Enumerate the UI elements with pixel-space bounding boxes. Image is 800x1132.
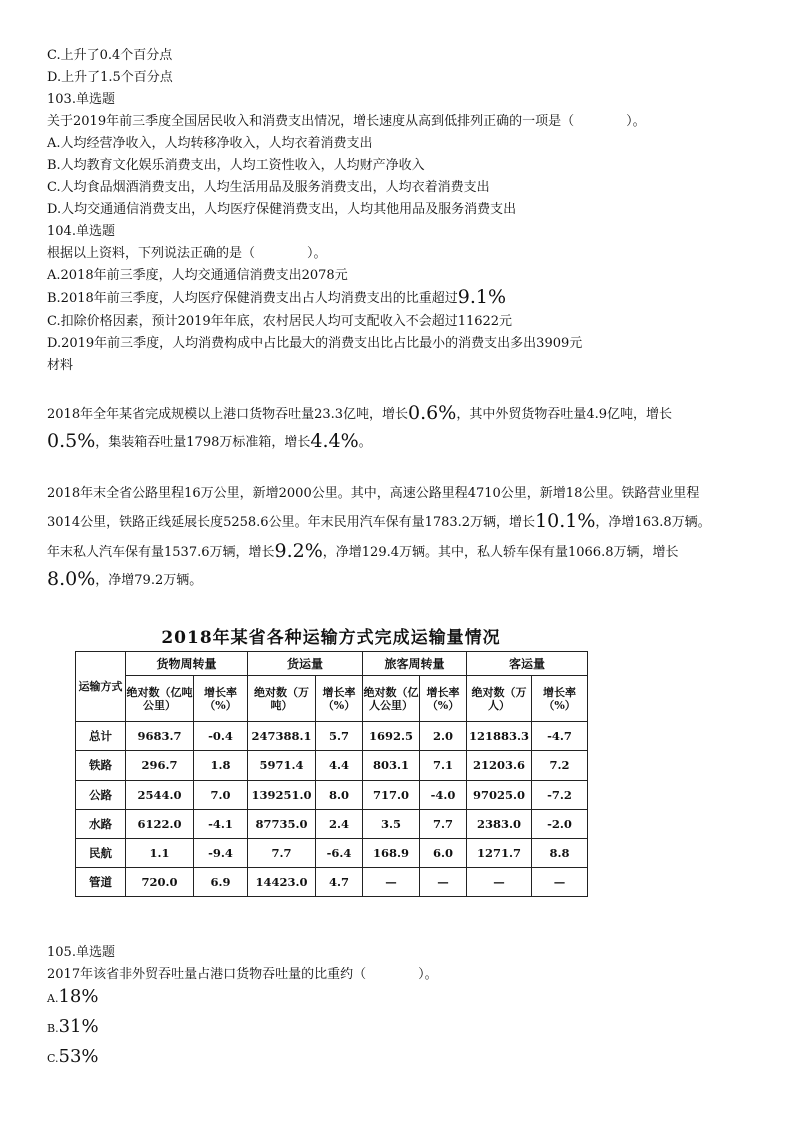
table-cell: -2.0 bbox=[532, 809, 588, 838]
option-value: 31% bbox=[58, 1016, 99, 1037]
p2-text-4: 年末私人汽车保有量1537.6万辆，增长 bbox=[47, 545, 275, 560]
table-row bbox=[76, 809, 588, 838]
material-paragraph-1 bbox=[47, 402, 777, 462]
table-corner-header: 运输方式 bbox=[76, 652, 126, 722]
table-cell: 121883.3 bbox=[467, 722, 532, 751]
table-row-label: 公路 bbox=[76, 780, 126, 809]
p1-text-3: ，集装箱吞吐量1798万标准箱，增长 bbox=[95, 435, 311, 450]
table-cell: 2383.0 bbox=[467, 809, 532, 838]
question-103-option-c: C.人均食品烟酒消费支出，人均生活用品及服务消费支出，人均衣着消费支出 bbox=[47, 180, 490, 195]
p1-text-1: 2018年全年某省完成规模以上港口货物吞吐量23.3亿吨，增长 bbox=[47, 407, 409, 422]
table-cell: 8.0 bbox=[316, 780, 363, 809]
table-cell: 139251.0 bbox=[248, 780, 316, 809]
table-cell: 7.2 bbox=[532, 751, 588, 780]
table-cell: 2.0 bbox=[420, 722, 467, 751]
p1-text-2: ，其中外贸货物吞吐量4.9亿吨，增长 bbox=[456, 407, 672, 422]
option-b-percent: 9.1% bbox=[457, 286, 507, 308]
table-cell: 717.0 bbox=[363, 780, 420, 809]
table-cell: -4.0 bbox=[420, 780, 467, 809]
question-103-option-b: B.人均教育文化娱乐消费支出，人均工资性收入，人均财产净收入 bbox=[47, 158, 425, 173]
table-cell: 4.7 bbox=[316, 867, 363, 896]
option-letter: B. bbox=[47, 1022, 59, 1035]
p1-text-4: 。 bbox=[358, 435, 372, 450]
table-subheader: 增长率（%） bbox=[194, 676, 248, 722]
table-cell: -4.1 bbox=[194, 809, 248, 838]
material-paragraph-2 bbox=[47, 482, 777, 592]
option-d-prev: D.上升了1.5个百分点 bbox=[47, 70, 173, 85]
question-103-option-d: D.人均交通通信消费支出，人均医疗保健消费支出，人均其他用品及服务消费支出 bbox=[47, 202, 517, 217]
question-105-option-a bbox=[47, 988, 98, 1007]
table-cell: -9.4 bbox=[194, 838, 248, 867]
table-row-label: 铁路 bbox=[76, 751, 126, 780]
table-subheader: 绝对数（万吨） bbox=[248, 676, 316, 722]
table-cell: 1271.7 bbox=[467, 838, 532, 867]
table-cell: 6.0 bbox=[420, 838, 467, 867]
question-104-option-b bbox=[47, 286, 507, 308]
table-cell: -4.7 bbox=[532, 722, 588, 751]
question-104-number: 104.单选题 bbox=[47, 224, 115, 239]
p1-value-3: 4.4% bbox=[310, 430, 359, 452]
p2-value-3: 8.0% bbox=[47, 568, 96, 590]
option-b-text: B.2018年前三季度，人均医疗保健消费支出占人均消费支出的比重超过 bbox=[47, 291, 458, 306]
table-cell: 3.5 bbox=[363, 809, 420, 838]
table-cell: 4.4 bbox=[316, 751, 363, 780]
table-cell: 7.1 bbox=[420, 751, 467, 780]
table-cell: 1.8 bbox=[194, 751, 248, 780]
table-row bbox=[76, 780, 588, 809]
table-cell: 296.7 bbox=[126, 751, 194, 780]
question-103-option-a: A.人均经营净收入，人均转移净收入，人均衣着消费支出 bbox=[47, 136, 373, 151]
table-row-label: 民航 bbox=[76, 838, 126, 867]
question-105-option-b bbox=[47, 1018, 99, 1037]
p1-value-2: 0.5% bbox=[47, 430, 96, 452]
table-row-label: 水路 bbox=[76, 809, 126, 838]
table-group-header: 货运量 bbox=[248, 652, 363, 676]
table-cell: -6.4 bbox=[316, 838, 363, 867]
question-105-option-c bbox=[47, 1048, 99, 1067]
table-cell: 247388.1 bbox=[248, 722, 316, 751]
transport-table-figure bbox=[75, 617, 587, 897]
table-subheader: 绝对数（万人） bbox=[467, 676, 532, 722]
table-cell: -0.4 bbox=[194, 722, 248, 751]
table-subheader: 绝对数（亿吨公里） bbox=[126, 676, 194, 722]
question-103-stem: 关于2019年前三季度全国居民收入和消费支出情况，增长速度从高到低排列正确的一项是（ ）。 bbox=[47, 114, 646, 129]
p2-text-2: 3014公里，铁路正线延展长度5258.6公里。年末民用汽车保有量1783.2万辆，增长 bbox=[47, 515, 536, 530]
table-subheader: 增长率（%） bbox=[316, 676, 363, 722]
table-subheader: 增长率（%） bbox=[532, 676, 588, 722]
material-label: 材料 bbox=[47, 358, 74, 373]
table-row bbox=[76, 751, 588, 780]
table-cell: 2.4 bbox=[316, 809, 363, 838]
option-value: 53% bbox=[58, 1046, 99, 1067]
table-cell: — bbox=[467, 867, 532, 896]
table-cell: — bbox=[532, 867, 588, 896]
table-cell: -7.2 bbox=[532, 780, 588, 809]
p2-text-6: ，净增79.2万辆。 bbox=[95, 573, 203, 588]
table-row bbox=[76, 867, 588, 896]
question-104-option-d: D.2019年前三季度，人均消费构成中占比最大的消费支出比占比最小的消费支出多出3909元 bbox=[47, 336, 583, 351]
question-104-option-c: C.扣除价格因素，预计2019年年底，农村居民人均可支配收入不会超过11622元 bbox=[47, 314, 513, 329]
table-cell: 97025.0 bbox=[467, 780, 532, 809]
table-cell: 87735.0 bbox=[248, 809, 316, 838]
table-cell: 7.0 bbox=[194, 780, 248, 809]
table-cell: 2544.0 bbox=[126, 780, 194, 809]
table-cell: 5971.4 bbox=[248, 751, 316, 780]
option-letter: A. bbox=[47, 992, 59, 1005]
transport-table bbox=[75, 651, 588, 897]
option-value: 18% bbox=[58, 986, 99, 1007]
p2-text-5: ，净增129.4万辆。其中，私人轿车保有量1066.8万辆，增长 bbox=[322, 545, 679, 560]
table-group-header: 货物周转量 bbox=[126, 652, 248, 676]
table-cell: 6.9 bbox=[194, 867, 248, 896]
table-cell: 21203.6 bbox=[467, 751, 532, 780]
table-cell: — bbox=[420, 867, 467, 896]
question-103-number: 103.单选题 bbox=[47, 92, 115, 107]
table-cell: 8.8 bbox=[532, 838, 588, 867]
table-row-label: 总计 bbox=[76, 722, 126, 751]
table-row bbox=[76, 722, 588, 751]
table-cell: 168.9 bbox=[363, 838, 420, 867]
table-cell: 7.7 bbox=[420, 809, 467, 838]
table-row bbox=[76, 838, 588, 867]
p2-text-1: 2018年末全省公路里程16万公里，新增2000公里。其中，高速公路里程4710公里，新增18公里。铁路营业里程 bbox=[47, 486, 700, 501]
question-104-option-a: A.2018年前三季度，人均交通通信消费支出2078元 bbox=[47, 268, 348, 283]
question-104-stem: 根据以上资料，下列说法正确的是（ ）。 bbox=[47, 246, 327, 261]
table-cell: 5.7 bbox=[316, 722, 363, 751]
table-title: 2018年某省各种运输方式完成运输量情况 bbox=[161, 628, 501, 648]
table-cell: 14423.0 bbox=[248, 867, 316, 896]
p2-text-3: ，净增163.8万辆。 bbox=[595, 515, 711, 530]
table-cell: 7.7 bbox=[248, 838, 316, 867]
question-105-stem: 2017年该省非外贸吞吐量占港口货物吞吐量的比重约（ ）。 bbox=[47, 967, 438, 982]
table-cell: 803.1 bbox=[363, 751, 420, 780]
table-group-header: 旅客周转量 bbox=[363, 652, 467, 676]
option-letter: C. bbox=[47, 1052, 59, 1065]
question-105-number: 105.单选题 bbox=[47, 945, 115, 960]
table-cell: 9683.7 bbox=[126, 722, 194, 751]
table-cell: 1.1 bbox=[126, 838, 194, 867]
table-cell: — bbox=[363, 867, 420, 896]
p2-value-1: 10.1% bbox=[535, 510, 596, 532]
p1-value-1: 0.6% bbox=[408, 402, 457, 424]
table-cell: 720.0 bbox=[126, 867, 194, 896]
table-subheader: 绝对数（亿人公里） bbox=[363, 676, 420, 722]
table-cell: 6122.0 bbox=[126, 809, 194, 838]
table-row-label: 管道 bbox=[76, 867, 126, 896]
table-group-header: 客运量 bbox=[467, 652, 588, 676]
table-subheader: 增长率（%） bbox=[420, 676, 467, 722]
p2-value-2: 9.2% bbox=[274, 540, 323, 562]
table-cell: 1692.5 bbox=[363, 722, 420, 751]
option-c-prev: C.上升了0.4个百分点 bbox=[47, 48, 173, 63]
